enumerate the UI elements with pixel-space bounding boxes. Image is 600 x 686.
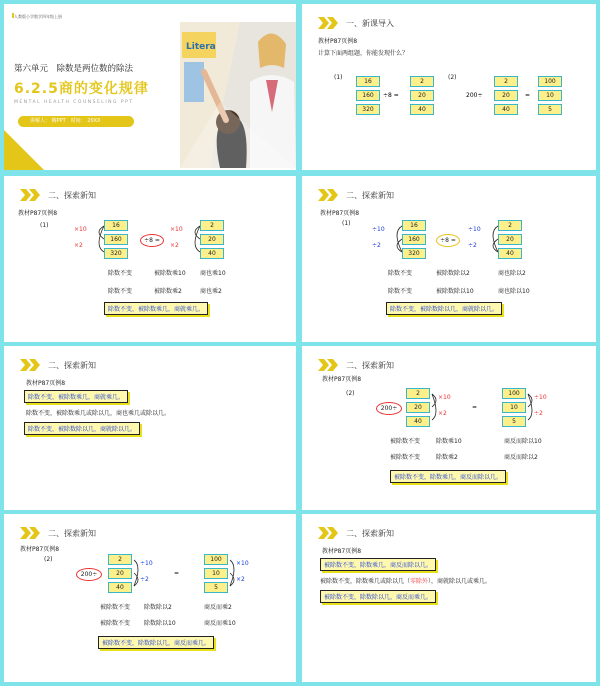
row1-col3: 商也除以2 — [498, 270, 526, 277]
slide-explore-3[interactable] — [302, 346, 596, 510]
g1-result-3: 40 — [410, 104, 434, 115]
case-label: (2) — [346, 390, 355, 397]
right-mul-2: ×2 — [170, 242, 179, 249]
mul-2: ×2 — [236, 576, 245, 583]
mul-2: ×2 — [438, 410, 447, 417]
div-2: ÷2 — [534, 410, 543, 417]
classroom-photo — [180, 22, 296, 168]
div-2: ÷2 — [140, 576, 149, 583]
result-1: 100 — [502, 388, 526, 399]
chevron-right-icon — [318, 189, 338, 201]
row2-col3: 商反而乘10 — [204, 620, 236, 627]
slide-header — [20, 526, 96, 540]
presenter-pill: 讲解人： 嗨PPT 时间： 20XX — [18, 116, 134, 127]
textbook-ref: 教材P87页例8 — [322, 376, 362, 383]
rule-line-3: 被除数不变，除数除以几，商反而乘几。 — [320, 590, 436, 603]
row2-col2: 被除数乘2 — [154, 288, 182, 295]
left-mul-10: ×10 — [74, 226, 87, 233]
row2-col1: 除数不变 — [108, 288, 133, 295]
rule-line-2-exception: 零除外 — [410, 578, 429, 585]
result-3: 5 — [204, 582, 228, 593]
left-div-10: ÷10 — [372, 226, 385, 233]
heading: 二、探索新知 — [48, 528, 96, 538]
right-div-2: ÷2 — [468, 242, 477, 249]
g2-divisor-3: 40 — [494, 104, 518, 115]
heading: 二、探索新知 — [48, 190, 96, 200]
slide-title[interactable] — [4, 4, 296, 170]
slide-header — [318, 526, 394, 540]
rule-line-3: 除数不变，被除数除以几，商就除以几。 — [24, 422, 140, 435]
heading: 二、探索新知 — [346, 190, 394, 200]
conclusion-box: 除数不变，被除数乘几，商就乘几。 — [104, 302, 208, 315]
main-title: 6.2.5商的变化规律 — [14, 81, 149, 97]
photo-sign-text: Litera — [186, 42, 216, 52]
operator-circle: ÷8 = — [140, 234, 164, 247]
conclusion-box: 除数不变，被除数除以几，商就除以几。 — [386, 302, 502, 315]
textbook-ref: 教材P87页例8 — [318, 38, 358, 45]
divisor-2: 20 — [406, 402, 430, 413]
textbook-ref: 教材P87页例8 — [20, 546, 60, 553]
slide-explore-1[interactable] — [4, 176, 296, 342]
slide-header — [20, 188, 96, 202]
result-3: 40 — [498, 248, 522, 259]
equals: = — [472, 404, 478, 411]
subtitle: MENTAL HEALTH COUNSELING PPT — [14, 100, 134, 105]
row2-col3: 商反而除以2 — [504, 454, 538, 461]
divisor-1: 2 — [406, 388, 430, 399]
rule-line-2-part1: 被除数不变，除数乘几或除以几（ — [320, 578, 411, 585]
dividend-2: 160 — [104, 234, 128, 245]
g1-operator: ÷8 = — [383, 92, 399, 99]
instruction: 计算下面两组题，你能发现什么？ — [318, 50, 409, 57]
slide-header — [318, 188, 394, 202]
slide-header — [318, 16, 394, 30]
mul-10: ×10 — [236, 560, 249, 567]
divisor-3: 40 — [406, 416, 430, 427]
chevron-right-icon — [20, 359, 40, 371]
g1-dividend-2: 160 — [356, 90, 380, 101]
row2-col2: 被除数除以10 — [436, 288, 474, 295]
slide-explore-2[interactable] — [302, 176, 596, 342]
row1-col1: 除数不变 — [388, 270, 413, 277]
result-3: 5 — [502, 416, 526, 427]
divisor-1: 2 — [108, 554, 132, 565]
result-2: 20 — [498, 234, 522, 245]
row2-col3: 商也乘2 — [200, 288, 222, 295]
g2-result-2: 10 — [538, 90, 562, 101]
rule-line-1: 除数不变，被除数乘几，商就乘几。 — [24, 390, 128, 403]
result-2: 10 — [502, 402, 526, 413]
operator-circle: 200÷ — [76, 568, 102, 581]
slide-header — [20, 358, 96, 372]
operator-circle: ÷8 = — [436, 234, 460, 247]
rule-line-2: 除数不变，被除数乘几或除以几，商也乘几或除以几。 — [26, 410, 171, 417]
mul-10: ×10 — [438, 394, 451, 401]
row1-col3: 商反而除以10 — [504, 438, 542, 445]
textbook-ref: 教材P87页例8 — [320, 210, 360, 217]
rule-line-2 — [320, 576, 491, 585]
case-label: (2) — [44, 556, 53, 563]
chevron-right-icon — [318, 17, 338, 29]
g2-divisor-1: 2 — [494, 76, 518, 87]
rule-line-2-part3: ），商就除以几或乘几。 — [428, 578, 492, 585]
chevron-right-icon — [20, 189, 40, 201]
row2-col1: 被除数不变 — [100, 620, 131, 627]
heading: 二、探索新知 — [48, 360, 96, 370]
row1-col3: 商反而乘2 — [204, 604, 232, 611]
g1-result-1: 2 — [410, 76, 434, 87]
right-div-10: ÷10 — [468, 226, 481, 233]
row1-col1: 除数不变 — [108, 270, 133, 277]
g2-result-3: 5 — [538, 104, 562, 115]
row1-col2: 除数乘10 — [436, 438, 462, 445]
row2-col1: 除数不变 — [388, 288, 413, 295]
result-1: 2 — [498, 220, 522, 231]
div-10: ÷10 — [140, 560, 153, 567]
heading: 二、探索新知 — [346, 360, 394, 370]
case-label: (1) — [342, 220, 351, 227]
result-1: 100 — [204, 554, 228, 565]
row1-col2: 被除数除以2 — [436, 270, 470, 277]
g1-dividend-3: 320 — [356, 104, 380, 115]
group1-label: (1) — [334, 74, 343, 81]
row2-col2: 除数除以10 — [144, 620, 176, 627]
slide-header — [318, 358, 394, 372]
slide-summary-1[interactable] — [4, 346, 296, 510]
group2-label: (2) — [448, 74, 457, 81]
divisor-3: 40 — [108, 582, 132, 593]
slide-summary-2[interactable] — [302, 514, 596, 682]
dividend-3: 320 — [104, 248, 128, 259]
dividend-2: 160 — [402, 234, 426, 245]
textbook-ref: 教材P87页例8 — [26, 380, 66, 387]
operator-circle: 200÷ — [376, 402, 402, 415]
g2-operator: 200÷ — [466, 92, 483, 99]
chevron-right-icon — [20, 527, 40, 539]
case-label: (1) — [40, 222, 49, 229]
left-mul-2: ×2 — [74, 242, 83, 249]
result-3: 40 — [200, 248, 224, 259]
rule-line-1: 被除数不变，除数乘几，商反而除以几。 — [320, 558, 436, 571]
conclusion-box: 被除数不变，除数除以几，商反而乘几。 — [98, 636, 214, 649]
textbook-ref: 教材P87页例8 — [322, 548, 362, 555]
unit-title: 第六单元 除数是两位数的除法 — [14, 64, 134, 74]
row1-col3: 商也乘10 — [200, 270, 226, 277]
row1-col2: 除数除以2 — [144, 604, 172, 611]
row1-col2: 被除数乘10 — [154, 270, 186, 277]
g1-dividend-1: 16 — [356, 76, 380, 87]
divisor-2: 20 — [108, 568, 132, 579]
row2-col2: 除数乘2 — [436, 454, 458, 461]
g2-divisor-2: 20 — [494, 90, 518, 101]
row1-col1: 被除数不变 — [100, 604, 131, 611]
course-label: 人教版小学数学四年级上册 — [14, 14, 62, 19]
corner-triangle — [4, 130, 44, 170]
row2-col3: 商也除以10 — [498, 288, 530, 295]
g1-result-2: 20 — [410, 90, 434, 101]
heading: 二、探索新知 — [346, 528, 394, 538]
right-mul-10: ×10 — [170, 226, 183, 233]
row2-col1: 被除数不变 — [390, 454, 421, 461]
equals: = — [174, 570, 180, 577]
div-10: ÷10 — [534, 394, 547, 401]
row1-col1: 被除数不变 — [390, 438, 421, 445]
dividend-1: 16 — [104, 220, 128, 231]
conclusion-box: 被除数不变，除数乘几，商反而除以几。 — [390, 470, 506, 483]
g2-result-1: 100 — [538, 76, 562, 87]
slide-explore-4[interactable] — [4, 514, 296, 682]
result-2: 10 — [204, 568, 228, 579]
g2-equals: = — [525, 92, 531, 99]
textbook-ref: 教材P87页例8 — [18, 210, 58, 217]
chevron-right-icon — [318, 527, 338, 539]
dividend-1: 16 — [402, 220, 426, 231]
dividend-3: 320 — [402, 248, 426, 259]
result-2: 20 — [200, 234, 224, 245]
heading: 一、新课导入 — [346, 18, 394, 28]
chevron-right-icon — [318, 359, 338, 371]
slide-intro[interactable] — [302, 4, 596, 170]
left-div-2: ÷2 — [372, 242, 381, 249]
result-1: 2 — [200, 220, 224, 231]
